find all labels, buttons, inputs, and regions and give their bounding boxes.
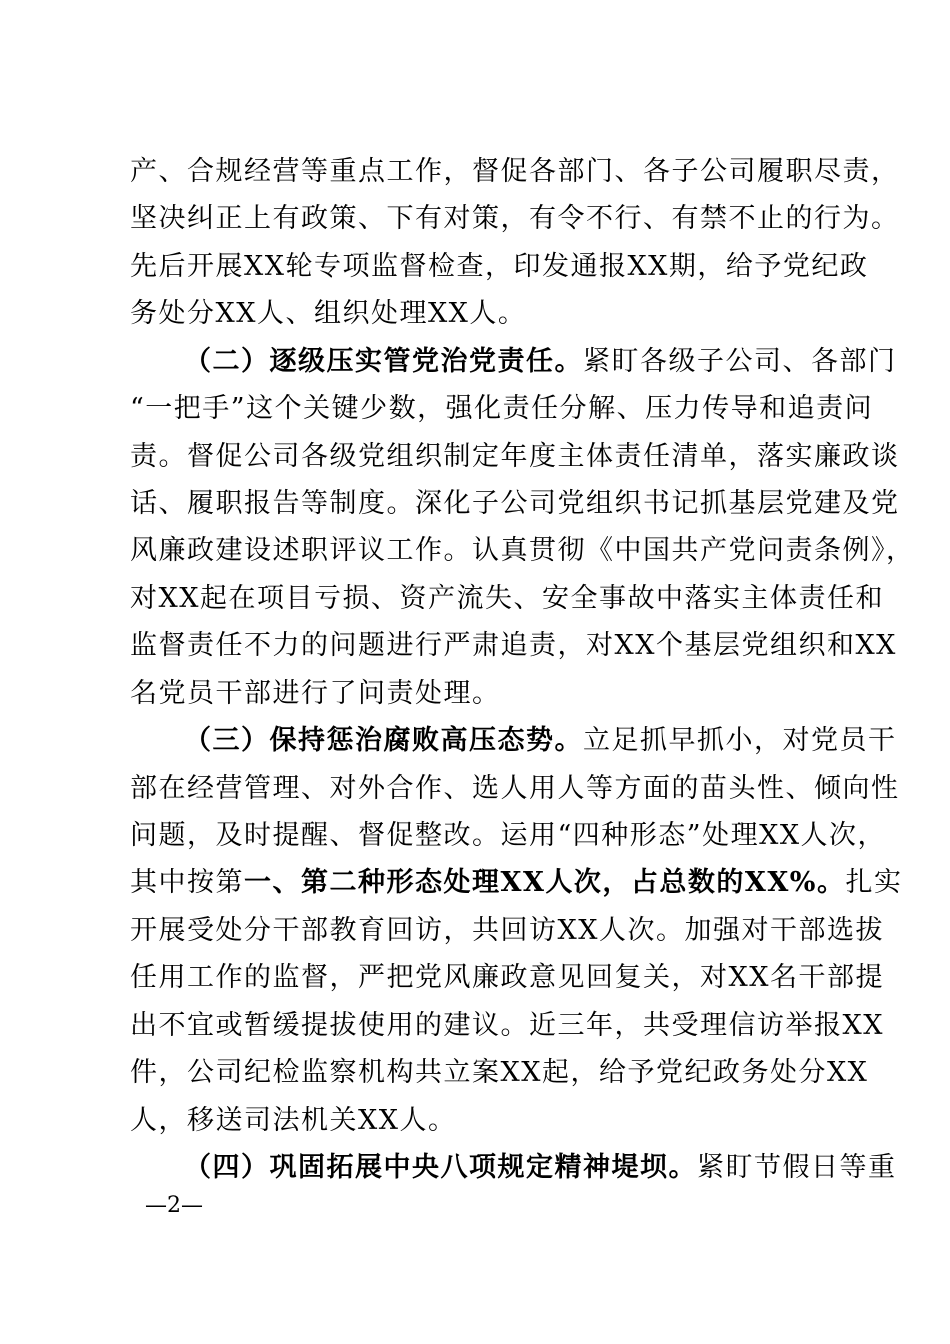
text-line: 对XX起在项目亏损、资产流失、安全事故中落实主体责任和 (130, 583, 884, 614)
text-line: 监督责任不力的问题进行严肃追责，对XX个基层党组织和XX (130, 630, 897, 661)
page-number: —2— (145, 1193, 203, 1218)
text-line: 出不宜或暂缓提拔使用的建议。近三年，共受理信访举报XX (130, 1010, 884, 1041)
text-line: 其中按第一、第二种形态处理XX人次，占总数的XX%。扎实 (130, 867, 903, 898)
text-line: 先后开展XX轮专项监督检查，印发通报XX期，给予党纪政 (130, 251, 869, 282)
text-line: 任用工作的监督，严把党风廉政意见回复关，对XX名干部提 (130, 962, 884, 993)
text-line: 话、履职报告等制度。深化子公司党组织书记抓基层党建及党 (130, 488, 900, 519)
text-line: 人，移送司法机关XX人。 (130, 1105, 457, 1136)
text-line: 风廉政建设述职评议工作。认真贯彻《中国共产党问责条例》， (130, 535, 915, 566)
text-line: 产、合规经营等重点工作，督促各部门、各子公司履职尽责， (130, 156, 900, 187)
text-line: 开展受处分干部教育回访，共回访XX人次。加强对干部选拔 (130, 915, 884, 946)
paragraph-2-heading: （二）逐级压实管党治党责任。 (184, 346, 583, 377)
paragraph-3-first-line: （三）保持惩治腐败高压态势。立足抓早抓小，对党员干 (184, 725, 897, 756)
text-line: 责。督促公司各级党组织制定年度主体责任清单，落实廉政谈 (130, 441, 900, 472)
emphasis-text: 一、第二种形态处理XX人次，占总数的XX%。 (244, 867, 846, 898)
paragraph-3-heading: （三）保持惩治腐败高压态势。 (184, 725, 583, 756)
text-line: 务处分XX人、组织处理XX人。 (130, 298, 527, 329)
paragraph-4-first-line: （四）巩固拓展中央八项规定精神堤坝。紧盯节假日等重 (184, 1152, 897, 1183)
text-line: 问题，及时提醒、督促整改。运用“四种形态”处理XX人次， (130, 820, 887, 851)
text-line: 名党员干部进行了问责处理。 (130, 678, 501, 709)
text-line: 件，公司纪检监察机构共立案XX起，给予党纪政务处分XX (130, 1057, 869, 1088)
text-line: “一把手”这个关键少数，强化责任分解、压力传导和追责问 (130, 393, 874, 424)
text-line: 坚决纠正上有政策、下有对策，有令不行、有禁不止的行为。 (130, 203, 900, 234)
text-line: 部在经营管理、对外合作、选人用人等方面的苗头性、倾向性 (130, 773, 900, 804)
paragraph-4-heading: （四）巩固拓展中央八项规定精神堤坝。 (184, 1152, 697, 1183)
paragraph-2-first-line: （二）逐级压实管党治党责任。紧盯各级子公司、各部门 (184, 346, 897, 377)
